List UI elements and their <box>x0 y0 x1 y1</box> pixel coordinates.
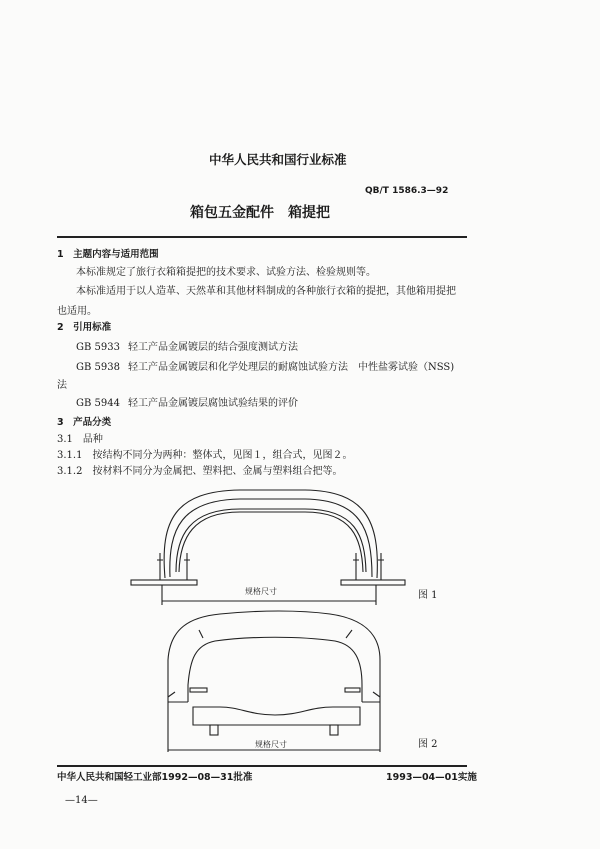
figure-1-dimension-label: 规格尺寸 <box>245 587 277 596</box>
ref-code: GB 5944 <box>76 398 120 409</box>
ref-title: 轻工产品金属镀层的结合强度测试方法 <box>128 342 298 353</box>
ref-title: 轻工产品金属镀层和化学处理层的耐腐蚀试验方法 中性盐雾试验（NSS) <box>128 362 455 373</box>
paragraph: 本标准适用于以人造革、天然革和其他材料制成的各种旅行衣箱的提把，其他箱用提把 <box>76 286 456 297</box>
clause-3-1-2: 3.1.2 按材料不同分为金属把、塑料把、金属与塑料组合把等。 <box>57 466 343 477</box>
ref-code: GB 5933 <box>76 342 120 353</box>
ref-code: GB 5938 <box>76 362 120 373</box>
ref-title: 轻工产品金属镀层腐蚀试验结果的评价 <box>128 398 298 409</box>
figure-1-caption: 图 1 <box>418 590 438 601</box>
subsection-3-1: 3.1 品种 <box>57 434 103 445</box>
section-3-heading: 3 产品分类 <box>57 417 112 428</box>
figure-2-handle <box>168 611 380 752</box>
footer-rule <box>57 765 467 767</box>
figure-2-dimension-label: 规格尺寸 <box>255 740 287 749</box>
standard-code: QB/T 1586.3—92 <box>365 186 449 196</box>
page-number: —14— <box>65 795 98 806</box>
org-title: 中华人民共和国行业标准 <box>209 152 347 167</box>
effective-date: 1993—04—01实施 <box>386 772 477 783</box>
section-1-heading: 1 主题内容与适用范围 <box>57 249 159 260</box>
clause-3-1-1: 3.1.1 按结构不同分为两种：整体式，见图１，组合式，见图２。 <box>57 450 353 461</box>
approval-text: 中华人民共和国轻工业部1992—08—31批准 <box>57 772 253 783</box>
figure-2-caption: 图 2 <box>418 739 438 750</box>
paragraph: 本标准规定了旅行衣箱箱提把的技术要求、试验方法、检验规则等。 <box>76 267 376 278</box>
section-2-heading: 2 引用标准 <box>57 322 112 333</box>
ref-title-cont: 法 <box>57 380 67 391</box>
paragraph: 也适用。 <box>57 306 97 317</box>
doc-title: 箱包五金配件 箱提把 <box>190 205 330 221</box>
